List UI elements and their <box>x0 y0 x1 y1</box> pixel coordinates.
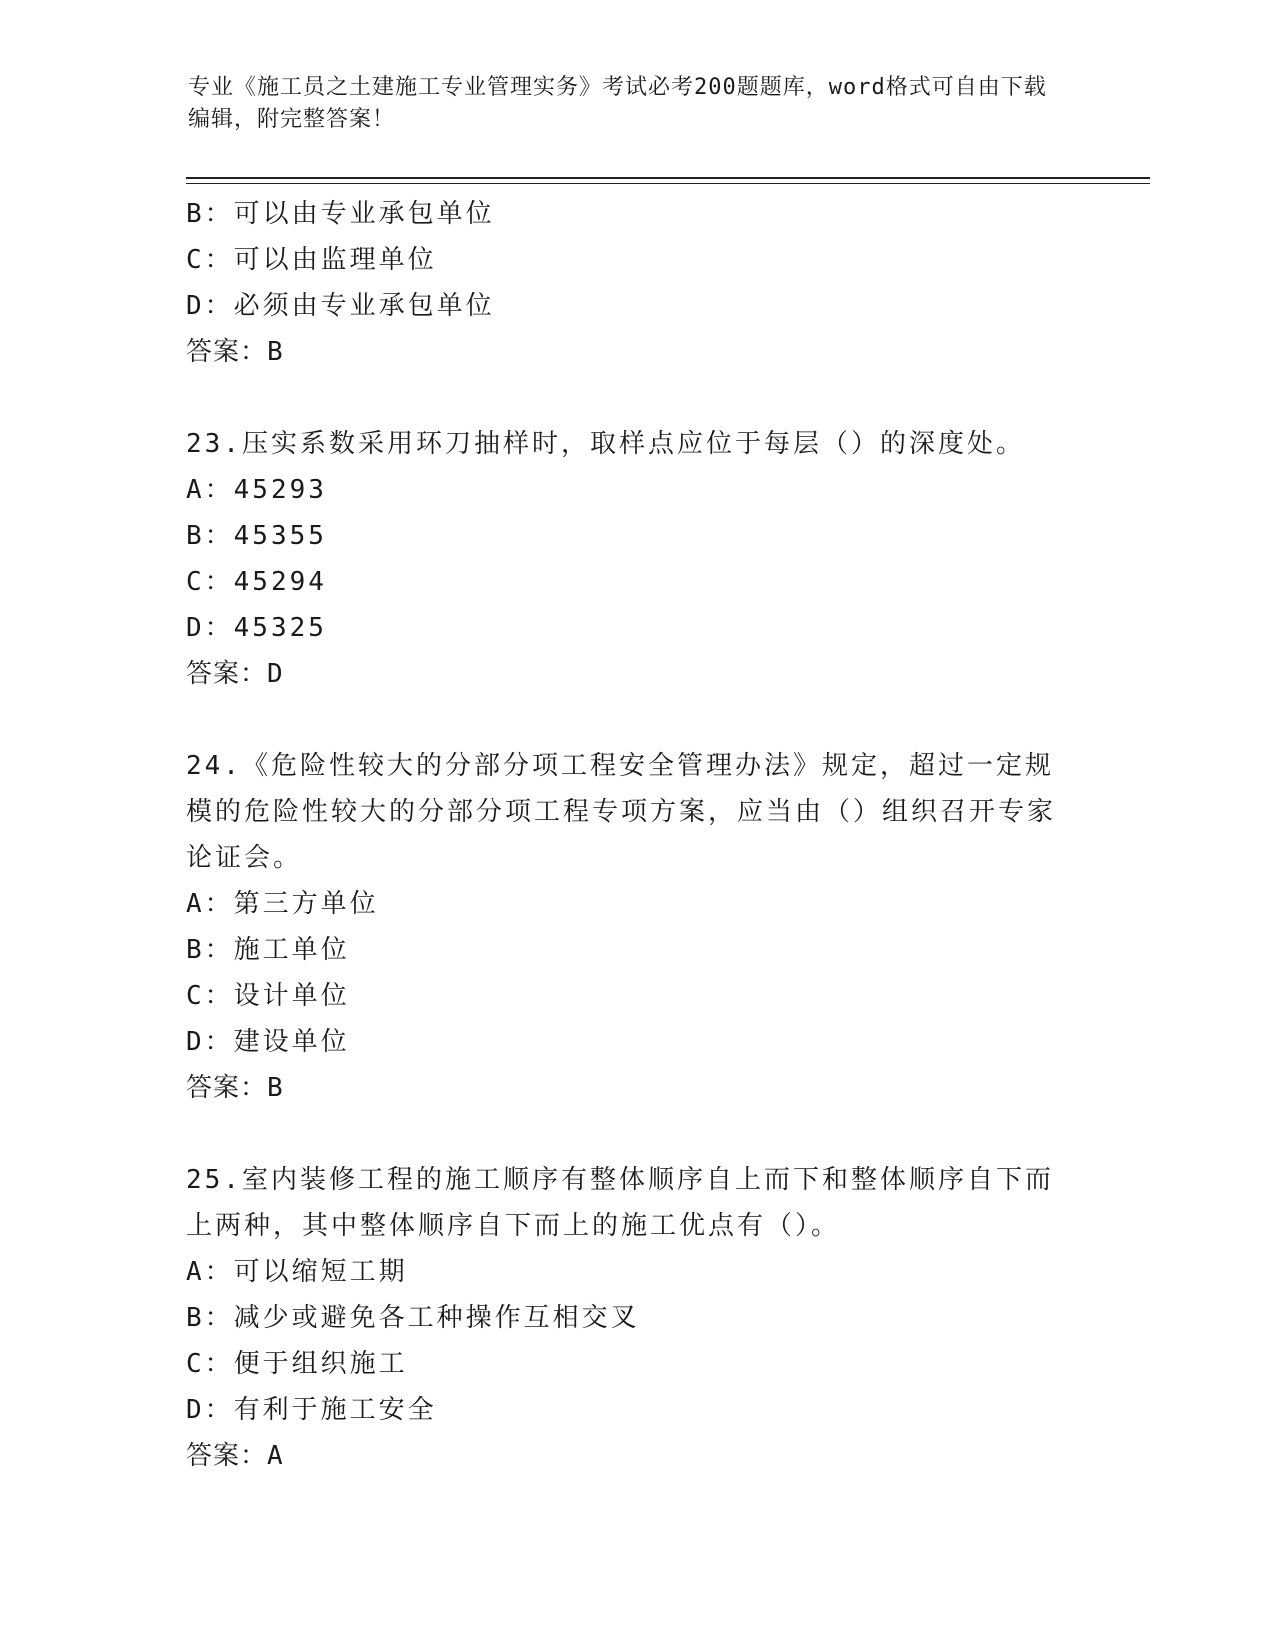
header-rule-thick <box>186 177 1150 179</box>
option-c: C：设计单位 <box>186 981 350 1011</box>
question-22-continued <box>186 191 1076 375</box>
option-c: C：45294 <box>186 567 327 597</box>
document-header: 专业《施工员之土建施工专业管理实务》考试必考200题题库，word格式可自由下载编辑，附完整答案！ <box>188 75 1047 132</box>
answer-line: 答案：A <box>186 1441 284 1471</box>
question-stem: 23.压实系数采用环刀抽样时，取样点应位于每层（）的深度处。 <box>186 429 1025 459</box>
option-d: D：必须由专业承包单位 <box>186 291 495 321</box>
spacer <box>186 697 1076 743</box>
option-b: B：可以由专业承包单位 <box>186 199 495 229</box>
option-a: A：45293 <box>186 475 327 505</box>
question-25 <box>186 1157 1076 1479</box>
option-d: D：有利于施工安全 <box>186 1395 437 1425</box>
question-23 <box>186 421 1076 697</box>
answer-line: 答案：D <box>186 659 284 689</box>
document-body <box>186 191 1076 1479</box>
answer-line: 答案：B <box>186 337 284 367</box>
option-b: B：施工单位 <box>186 935 350 965</box>
question-24 <box>186 743 1076 1111</box>
header-rule-thin <box>186 183 1150 184</box>
option-a: A：第三方单位 <box>186 889 379 919</box>
spacer <box>186 375 1076 421</box>
question-stem: 24.《危险性较大的分部分项工程安全管理办法》规定，超过一定规模的危险性较大的分部分项工程专项方案，应当由（）组织召开专家论证会。 <box>186 751 1057 873</box>
option-b: B：45355 <box>186 521 327 551</box>
answer-line: 答案：B <box>186 1073 284 1103</box>
option-d: D：建设单位 <box>186 1027 350 1057</box>
option-c: C：便于组织施工 <box>186 1349 408 1379</box>
option-c: C：可以由监理单位 <box>186 245 437 275</box>
option-d: D：45325 <box>186 613 327 643</box>
option-b: B：减少或避免各工种操作互相交叉 <box>186 1303 640 1333</box>
option-a: A：可以缩短工期 <box>186 1257 408 1287</box>
spacer <box>186 1111 1076 1157</box>
question-stem: 25.室内装修工程的施工顺序有整体顺序自上而下和整体顺序自下而上两种，其中整体顺序自下而上的施工优点有（）。 <box>186 1165 1054 1241</box>
